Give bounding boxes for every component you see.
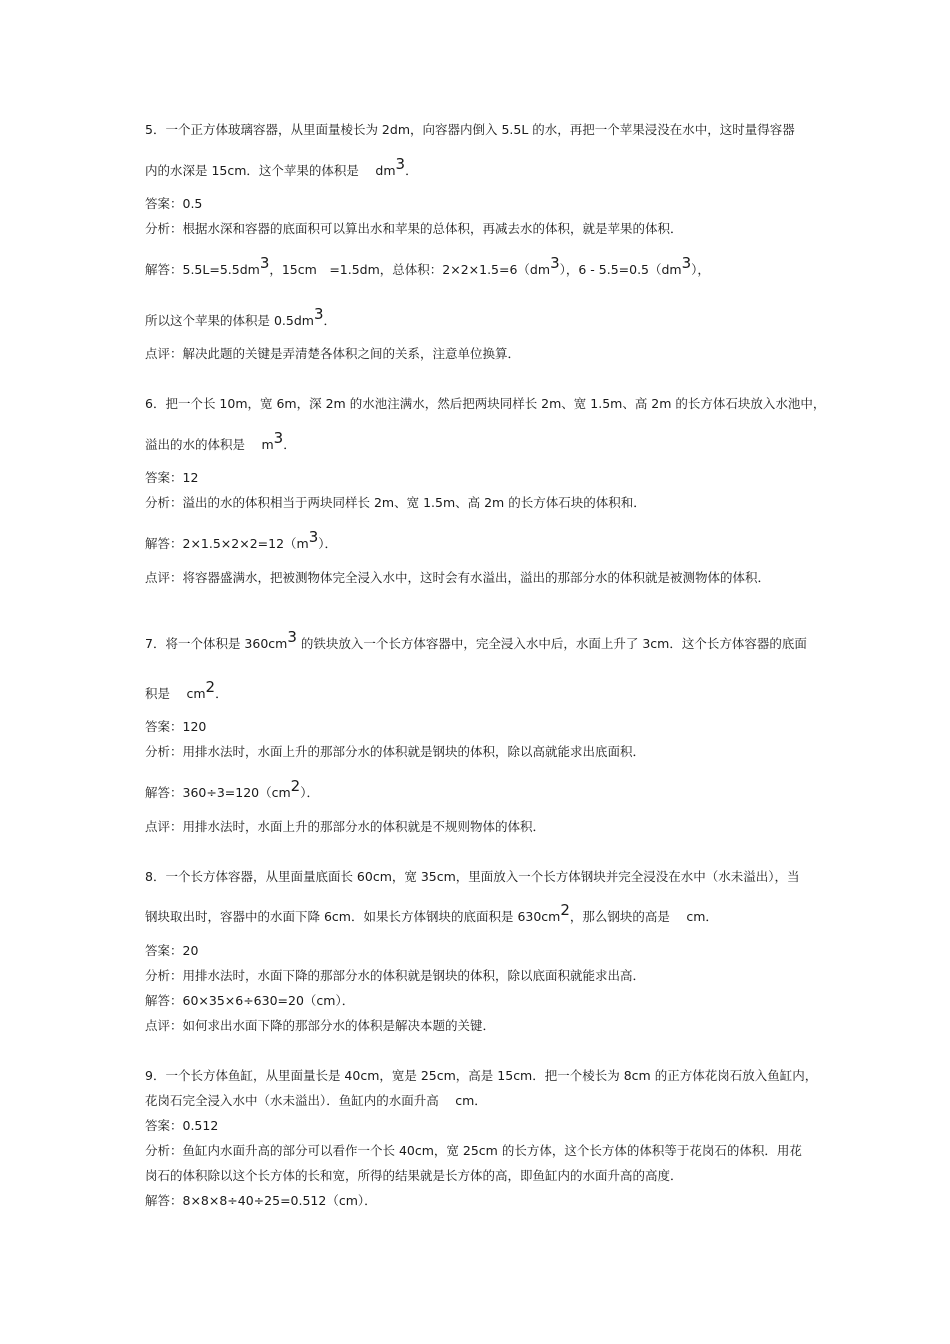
problem-7-question-line-1: 7．将一个体积是 $360cm^3$ 的铁块放入一个长方体容器中，完全浸入水中后，水面上升了 3cm．这个长方体容器的底面 [145, 628, 807, 651]
problem-7-analysis: 分析：用排水法时，水面上升的那部分水的体积就是钢块的体积，除以高就能求出底面积． [145, 744, 646, 759]
problem-8-analysis: 分析：用排水法时，水面下降的那部分水的体积就是钢块的体积，除以底面积就能求出高． [145, 968, 646, 983]
problem-7-question-line-2: 积是 $cm^2$． [145, 678, 228, 701]
problem-5-answer: 答案：0.5 [145, 196, 203, 211]
problem-9-solution: 解答：8×8×8÷40÷25=0.512（cm）． [145, 1193, 377, 1208]
problem-5-solution-line-2: 所以这个苹果的体积是 $0.5dm^3$． [145, 305, 337, 328]
problem-6-comment: 点评：将容器盛满水，把被测物体完全浸入水中，这时会有水溢出，溢出的那部分水的体积就是被测物体的体积． [145, 570, 771, 585]
problem-5-solution-line-1: 解答：$5.5L=5.5dm^3$，15cm =1.5dm，总体积：$2\times 2\times 1.5=6(dm^3)$，$6 - 5.5=0.5(dm^3)$， [145, 254, 710, 277]
problem-9-question-line-1: 9．一个长方体鱼缸，从里面量长是 40cm，宽是 25cm，高是 15cm．把一个棱长为 8cm 的正方体花岗石放入鱼缸内， [145, 1068, 818, 1083]
problem-6-question-line-2: 溢出的水的体积是 $m^3$． [145, 429, 296, 452]
problem-8-question-line-2: 钢块取出时，容器中的水面下降 6cm．如果长方体钢块的底面积是 $630cm^2$，那么钢块的高是 cm． [145, 901, 718, 924]
problem-6-answer: 答案：12 [145, 470, 199, 485]
problem-6-question-line-1: 6．把一个长 10m，宽 6m，深 2m 的水池注满水，然后把两块同样长 2m、宽 1.5m、高 2m 的长方体石块放入水池中， [145, 396, 826, 411]
problem-7-solution: 解答：$360\div 3=120(cm^2)$． [145, 777, 319, 800]
problem-5-question-line-2: 内的水深是 15cm．这个苹果的体积是 $dm^3$． [145, 155, 418, 178]
problem-7-answer: 答案：120 [145, 719, 207, 734]
problem-9-question-line-2: 花岗石完全浸入水中（水未溢出）．鱼缸内的水面升高 cm． [145, 1093, 487, 1108]
problem-5-comment: 点评：解决此题的关键是弄清楚各体积之间的关系，注意单位换算． [145, 346, 521, 361]
problem-9-analysis-line-1: 分析：鱼缸内水面升高的部分可以看作一个长 40cm，宽 25cm 的长方体，这个长方体的体积等于花岗石的体积．用花 [145, 1143, 802, 1158]
problem-5-question-line-1: 5．一个正方体玻璃容器，从里面量棱长为 2dm，向容器内倒入 5.5L 的水，再把一个苹果浸没在水中，这时量得容器 [145, 122, 795, 137]
problem-6-analysis: 分析：溢出的水的体积相当于两块同样长 2m、宽 1.5m、高 2m 的长方体石块的体积和． [145, 495, 646, 510]
problem-6-solution: 解答：$2\times 1.5\times 2\times 2=12(m^3)$． [145, 528, 338, 551]
problem-5-analysis: 分析：根据水深和容器的底面积可以算出水和苹果的总体积，再减去水的体积，就是苹果的体积． [145, 221, 683, 236]
problem-8-solution: 解答：60×35×6÷630=20（cm）． [145, 993, 355, 1008]
problem-8-question-line-1: 8．一个长方体容器，从里面量底面长 60cm，宽 35cm，里面放入一个长方体钢块并完全浸没在水中（水未溢出），当 [145, 869, 800, 884]
problem-8-comment: 点评：如何求出水面下降的那部分水的体积是解决本题的关键． [145, 1018, 496, 1033]
problem-9-analysis-line-2: 岗石的体积除以这个长方体的长和宽，所得的结果就是长方体的高，即鱼缸内的水面升高的高度． [145, 1168, 683, 1183]
problem-9-answer: 答案：0.512 [145, 1118, 219, 1133]
problem-7-comment: 点评：用排水法时，水面上升的那部分水的体积就是不规则物体的体积． [145, 819, 546, 834]
problem-8-answer: 答案：20 [145, 943, 199, 958]
